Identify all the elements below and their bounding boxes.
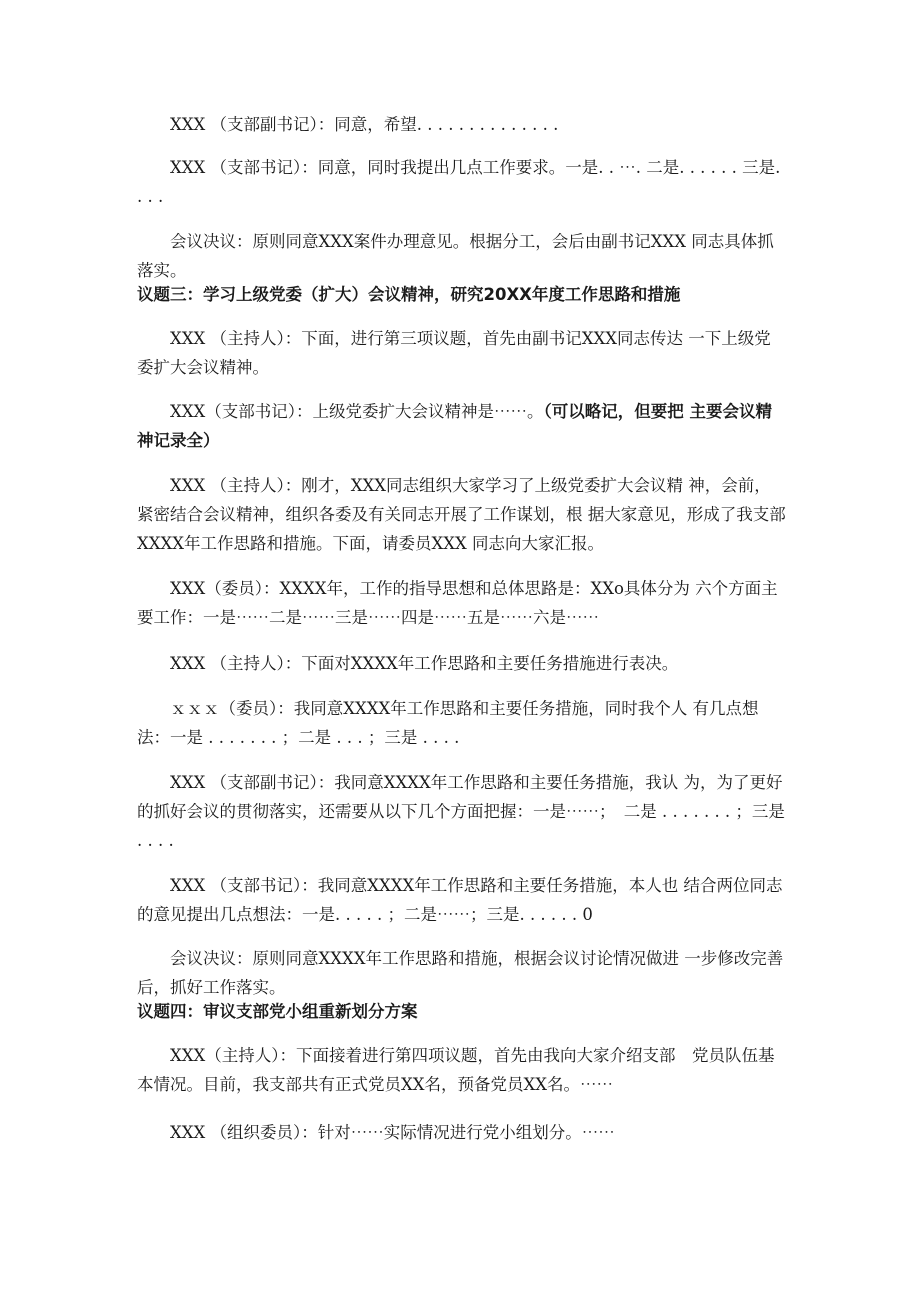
paragraph-text: XXX （支部书记）：同意，同时我提出几点工作要求。一是. . ⋯. 二是. . . . . . 三是. . . . xyxy=(137,158,781,206)
paragraph-text: XXX （主持人）：下面对XXXX年工作思路和主要任务措施进行表决。 xyxy=(170,654,679,673)
paragraph-member-report xyxy=(137,574,787,632)
paragraph-secretary-opinion xyxy=(137,871,787,929)
paragraph-text: 会议决议：原则同意XXX案件办理意见。根据分工，会后由副书记XXX 同志具体抓落实。 xyxy=(137,232,774,280)
paragraph-secretary-requirements xyxy=(137,153,787,211)
paragraph-text: XXX （支部副书记）：同意，希望. . . . . . . . . . . . . . xyxy=(170,115,559,134)
paragraph-host-summary xyxy=(137,471,787,558)
paragraph-text: XXX （支部书记）：我同意XXXX年工作思路和主要任务措施，本人也 结合两位同志的意见提出几点想法：一是. . . . . ；二是⋯⋯；三是. . . . . . 0 xyxy=(137,876,783,924)
heading-topic-3: 议题三：学习上级党委（扩大）会议精神，研究20XX年度工作思路和措施 xyxy=(137,285,681,304)
paragraph-text: 会议决议：原则同意XXXX年工作思路和措施，根据会议讨论情况做进 一步修改完善后，抓好工作落实。 xyxy=(137,949,784,997)
paragraph-host-topic-4 xyxy=(137,1041,787,1099)
paragraph-text: XXX（支部书记）：上级党委扩大会议精神是⋯⋯。 xyxy=(170,402,544,421)
paragraph-resolution-3 xyxy=(137,944,787,1002)
paragraph-text: XXX （支部副书记）：我同意XXXX年工作思路和主要任务措施，我认 为，为了更好的抓好会议的贯彻落实，还需要从以下几个方面把握：一是⋯⋯； 二是 . . . . . . . ；三是 . . . . xyxy=(137,773,785,850)
paragraph-secretary-spirit xyxy=(137,397,787,455)
paragraph-text: XXX （组织委员）：针对⋯⋯实际情况进行党小组划分。⋯⋯ xyxy=(170,1123,615,1142)
paragraph-bold-note: （可以略记，但要把 主要会议精神记录全） xyxy=(137,402,772,450)
paragraph-host-vote xyxy=(137,649,787,678)
paragraph-member-opinion xyxy=(137,694,787,752)
paragraph-host-topic-3 xyxy=(137,324,787,382)
paragraph-text: XXX （主持人）：刚才，XXX同志组织大家学习了上级党委扩大会议精 神，会前，紧密结合会议精神，组织各委及有关同志开展了工作谋划，根 据大家意见，形成了我支部XXXX年工作思路和措施。下面，请委员XXX 同志向大家汇报。 xyxy=(137,476,786,553)
paragraph-text: ｘｘｘ（委员）：我同意XXXX年工作思路和主要任务措施，同时我个人 有几点想法：一是 . . . . . . . ；二是 . . . ；三是 . . . . xyxy=(137,699,759,747)
heading-topic-4: 议题四：审议支部党小组重新划分方案 xyxy=(137,1002,418,1021)
paragraph-deputy-secretary-agree xyxy=(137,110,787,139)
paragraph-text: XXX（主持人）：下面接着进行第四项议题，首先由我向大家介绍支部 党员队伍基本情况。目前，我支部共有正式党员XX名，预备党员XX名。⋯⋯ xyxy=(137,1046,775,1094)
paragraph-text: XXX （主持人）：下面，进行第三项议题，首先由副书记XXX同志传达 一下上级党委扩大会议精神。 xyxy=(137,329,771,377)
paragraph-resolution-2 xyxy=(137,227,787,285)
paragraph-org-member xyxy=(137,1118,787,1147)
paragraph-deputy-opinion xyxy=(137,768,787,855)
paragraph-text: XXX（委员）：XXXX年，工作的指导思想和总体思路是：XXo具体分为 六个方面主要工作：一是⋯⋯二是⋯⋯三是⋯⋯四是⋯⋯五是⋯⋯六是⋯⋯ xyxy=(137,579,778,627)
